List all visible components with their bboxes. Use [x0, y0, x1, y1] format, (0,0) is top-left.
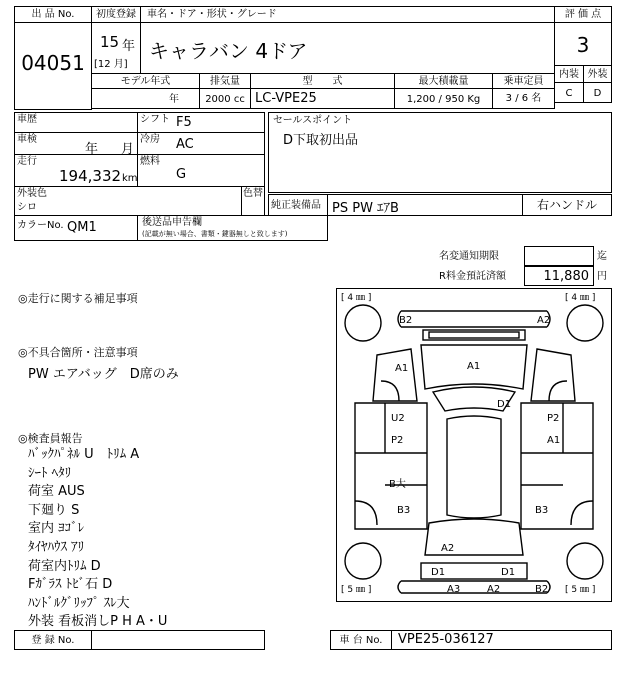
vehicle-diagram	[336, 288, 612, 602]
inspection-month-unit: 月	[121, 142, 135, 157]
ext-color-value: シロ	[17, 202, 37, 213]
reg-no-label: 登 録 No.	[14, 630, 92, 650]
inspector-line: 荷室内ﾄﾘﾑ D	[28, 558, 101, 574]
damage-mark: B2	[399, 315, 413, 326]
type-value: LC-VPE25	[250, 88, 395, 109]
fuel-cell	[137, 154, 265, 187]
inspector-heading: ◎検査員報告	[18, 432, 83, 445]
chassis-number: VPE25-036127	[391, 630, 612, 650]
ac-value: AC	[176, 137, 194, 152]
inspector-line: Fｶﾞﾗｽ ﾄﾋﾞ石 D	[28, 577, 113, 593]
inspector-line: 荷室 AUS	[28, 484, 85, 500]
damage-mark: B2	[535, 584, 549, 595]
tire-depth-front-right: [ 4 ㎜ ]	[565, 293, 596, 303]
shift-cell	[137, 112, 265, 133]
damage-mark: A3	[447, 584, 461, 595]
damage-mark: P2	[391, 435, 404, 446]
color-no-label: カラーNo.	[17, 220, 64, 231]
color-no-cell	[14, 215, 138, 241]
displacement-label: 排気量	[199, 73, 251, 89]
equipment-cell	[327, 194, 523, 216]
reg-label: 初度登録	[91, 6, 141, 23]
score-label: 評 価 点	[554, 6, 612, 23]
recycle-unit: 円	[597, 271, 607, 282]
steering-value: 右ハンドル	[537, 198, 598, 212]
lot-label: 出 品 No.	[14, 6, 92, 23]
lot-number: 04051	[21, 51, 85, 75]
interior-grade: C	[554, 82, 584, 103]
damage-mark: U2	[391, 413, 405, 424]
displacement-value: 2000 cc	[199, 88, 251, 109]
name-change-unit: 迄	[597, 251, 607, 262]
defects-heading: ◎不具合箇所・注意事項	[18, 346, 138, 359]
mileage-label: 走行	[17, 156, 37, 167]
damage-mark: D1	[501, 567, 516, 578]
after-label: 後送品申告欄	[142, 217, 202, 228]
capacity-label: 最大積載量	[394, 73, 493, 89]
reg-no-box	[91, 630, 265, 650]
mileage-value: 194,332	[59, 167, 122, 185]
driving-heading: ◎走行に関する補足事項	[18, 292, 138, 305]
inspection-year-unit: 年	[85, 142, 99, 157]
name-change-label: 名変通知期限	[439, 251, 499, 262]
score-box	[554, 22, 612, 66]
damage-mark: D1	[431, 567, 446, 578]
car-name: キャラバン 4ドア	[149, 39, 308, 63]
tire-depth-rear-left: [ 5 ㎜ ]	[341, 585, 372, 595]
reg-month: [12 月]	[94, 59, 128, 70]
damage-mark: B3	[397, 505, 411, 516]
ac-cell	[137, 132, 265, 155]
history-label: 車歴	[17, 114, 37, 125]
damage-mark: A1	[467, 361, 481, 372]
shift-value: F5	[176, 115, 192, 130]
damage-mark: A2	[487, 584, 501, 595]
damage-mark: B3	[535, 505, 549, 516]
inspector-line: 外装 看板消しP H A・U	[28, 614, 168, 630]
damage-mark: B大	[389, 479, 406, 490]
van-outline	[337, 289, 611, 601]
inspector-lines	[28, 446, 308, 632]
car-label: 車名・ドア・形状・グレード	[140, 6, 555, 23]
sales-value: D下取初出品	[283, 133, 359, 148]
inspection-cell	[14, 132, 138, 155]
damage-mark: A2	[441, 543, 455, 554]
tire-icon	[567, 305, 603, 341]
reg-year-unit: 年	[122, 39, 136, 54]
inspection-label: 車検	[17, 134, 37, 145]
defect-line: PW エアバッグ D席のみ	[28, 367, 179, 382]
equipment-label: 純正装備品	[271, 200, 321, 211]
capacity-value: 1,200 / 950 Kg	[394, 88, 493, 109]
score-value: 3	[576, 33, 590, 57]
interior-label: 内装	[554, 65, 584, 83]
tire-icon	[345, 543, 381, 579]
ac-label: 冷房	[140, 134, 160, 145]
fuel-label: 燃料	[140, 156, 160, 167]
exterior-grade: D	[583, 82, 612, 103]
car-name-box	[140, 22, 555, 74]
exterior-label: 外装	[583, 65, 612, 83]
tire-icon	[345, 305, 381, 341]
sales-label: セールスポイント	[273, 115, 353, 126]
after-note: (記載が無い場合、書類・鍵器無しと致します)	[142, 230, 288, 238]
mileage-cell	[14, 154, 138, 187]
model-year-value: 年	[91, 88, 200, 109]
after-cell	[137, 215, 328, 241]
damage-mark: A1	[395, 363, 409, 374]
seats-value: 3 / 6 名	[492, 88, 555, 109]
inspector-line: ｼｰﾄ ﾍﾀﾘ	[28, 465, 72, 481]
reg-year: 15	[100, 33, 120, 51]
shift-label: シフト	[140, 114, 170, 125]
recycle-box	[524, 266, 594, 286]
type-label: 型 式	[250, 73, 395, 89]
sales-point-box	[268, 112, 612, 193]
model-year-label: モデル年式	[91, 73, 200, 89]
recycle-label: R料金預託済額	[439, 271, 506, 282]
name-change-box	[524, 246, 594, 266]
ext-color-label: 外装色	[17, 188, 47, 199]
tire-icon	[567, 543, 603, 579]
damage-mark: A1	[547, 435, 561, 446]
inspector-line: ﾊﾞｯｸﾊﾟﾈﾙ U ﾄﾘﾑ A	[28, 447, 140, 462]
ext-color-cell	[14, 186, 242, 216]
repaint-cell	[241, 186, 265, 216]
recycle-value: 11,880	[543, 269, 589, 284]
inspector-line: ﾊﾝﾄﾞﾙｸﾞﾘｯﾌﾟ ｽﾚ大	[28, 595, 130, 611]
inspector-line: 下廻り S	[28, 502, 80, 518]
chassis-label: 車 台 No.	[330, 630, 392, 650]
damage-mark: P2	[547, 413, 560, 424]
tire-depth-rear-right: [ 5 ㎜ ]	[565, 585, 596, 595]
repaint-label: 色替	[243, 188, 263, 199]
inspector-line: 室内 ﾖｺﾞﾚ	[28, 521, 85, 537]
mileage-unit: km	[122, 173, 138, 184]
damage-mark: D1	[497, 399, 512, 410]
steering-cell	[522, 194, 612, 216]
equipment-value: PS PW ｴｱB	[332, 201, 399, 216]
color-no-value: QM1	[67, 220, 97, 235]
fuel-value: G	[176, 167, 187, 182]
lot-box	[14, 22, 92, 110]
history-cell	[14, 112, 138, 133]
inspector-line: ﾀｲﾔﾊｳｽ ｱﾘ	[28, 539, 85, 555]
reg-date-box	[91, 22, 141, 74]
seats-label: 乗車定員	[492, 73, 555, 89]
damage-mark: A2	[537, 315, 551, 326]
tire-depth-front-left: [ 4 ㎜ ]	[341, 293, 372, 303]
equipment-label-cell	[268, 194, 328, 216]
